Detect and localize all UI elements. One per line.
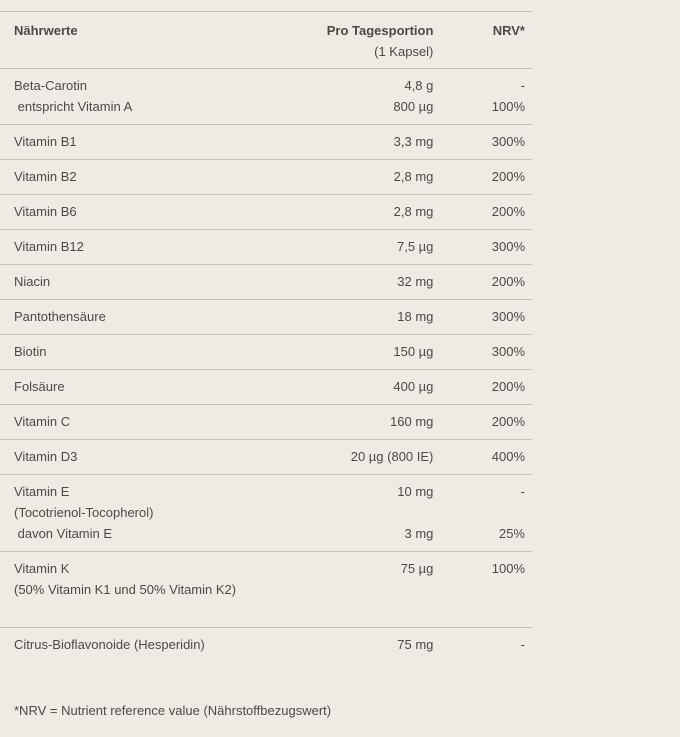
nutrient-name: Vitamin K <box>14 561 70 576</box>
table-row <box>0 69 532 125</box>
amount-per-portion-cell <box>311 160 434 195</box>
nrv-percent: 200% <box>491 379 525 394</box>
nutrient-name-cell <box>0 552 311 628</box>
nutrient-name-cell <box>0 300 311 335</box>
amount-per-portion-cell <box>311 475 434 552</box>
amount-per-portion: 2,8 mg <box>393 169 434 184</box>
nrv-percent-cell <box>433 335 532 370</box>
nrv-percent-cell <box>433 69 532 125</box>
table-row <box>0 440 532 475</box>
amount-per-portion: 4,8 g <box>404 78 434 93</box>
nrv-percent: 100% <box>491 99 525 114</box>
amount-per-portion-cell <box>311 195 434 230</box>
table-row <box>0 265 532 300</box>
nrv-percent-cell <box>433 125 532 160</box>
nrv-percent: 300% <box>491 344 525 359</box>
amount-per-portion-cell <box>311 335 434 370</box>
nutrient-name: Vitamin B1 <box>14 134 77 149</box>
nrv-percent: 200% <box>491 169 525 184</box>
nrv-percent: 300% <box>491 309 525 324</box>
amount-per-portion-cell <box>311 265 434 300</box>
nrv-percent: 200% <box>491 414 525 429</box>
header-nutrients: Nährwerte <box>14 23 78 38</box>
nutrient-name: Vitamin B2 <box>14 169 77 184</box>
table-header <box>0 12 532 69</box>
table-row <box>0 475 532 552</box>
nutrient-name: davon Vitamin E <box>14 526 113 541</box>
amount-per-portion: 75 µg <box>400 561 434 576</box>
amount-per-portion: 18 mg <box>397 309 434 324</box>
nutrient-name-cell <box>0 370 311 405</box>
nutrient-name: (50% Vitamin K1 und 50% Vitamin K2) <box>14 582 237 597</box>
amount-per-portion: 10 mg <box>397 484 434 499</box>
amount-per-portion: 3 mg <box>404 526 434 541</box>
nrv-percent: 300% <box>491 239 525 254</box>
nrv-percent <box>433 502 525 523</box>
nutrient-name-cell <box>0 265 311 300</box>
table-row <box>0 300 532 335</box>
amount-per-portion: 3,3 mg <box>393 134 434 149</box>
nrv-percent-cell <box>433 195 532 230</box>
nutrient-name: Vitamin D3 <box>14 449 78 464</box>
nrv-percent: 200% <box>491 204 525 219</box>
table-row <box>0 160 532 195</box>
nutrient-name: Folsäure <box>14 379 65 394</box>
nutrient-name: Vitamin C <box>14 414 71 429</box>
header-nrv: NRV* <box>492 23 525 38</box>
amount-per-portion: 800 µg <box>393 99 434 114</box>
nrv-percent-cell <box>433 475 532 552</box>
nutrient-name: entspricht Vitamin A <box>14 99 133 114</box>
nrv-percent-cell <box>433 160 532 195</box>
nrv-percent: 400% <box>491 449 525 464</box>
nrv-percent-cell <box>433 230 532 265</box>
header-per-daily-portion <box>311 12 434 69</box>
nutrient-name: Vitamin B6 <box>14 204 77 219</box>
nrv-percent-cell <box>433 552 532 628</box>
amount-per-portion-cell <box>311 230 434 265</box>
amount-per-portion <box>311 579 434 600</box>
amount-per-portion <box>311 502 434 523</box>
nrv-percent-cell <box>433 405 532 440</box>
table-row <box>0 125 532 160</box>
amount-per-portion-cell <box>311 69 434 125</box>
nutrition-table <box>0 11 532 662</box>
nutrient-name-cell <box>0 475 311 552</box>
nutrient-name-cell <box>0 335 311 370</box>
amount-per-portion-cell <box>311 628 434 663</box>
nutrient-name: Citrus-Bioflavonoide (Hesperidin) <box>14 637 205 652</box>
nrv-percent-cell <box>433 440 532 475</box>
nrv-percent-cell <box>433 628 532 663</box>
header-capsule-note: (1 Kapsel) <box>374 44 434 59</box>
nrv-percent: - <box>520 637 525 652</box>
amount-per-portion-cell <box>311 370 434 405</box>
table-body <box>0 69 532 663</box>
nrv-percent: 200% <box>491 274 525 289</box>
amount-per-portion-cell <box>311 552 434 628</box>
header-per-daily-portion-label: Pro Tagesportion <box>326 23 434 38</box>
table-row <box>0 628 532 663</box>
amount-per-portion: 150 µg <box>393 344 434 359</box>
nrv-percent: 300% <box>491 134 525 149</box>
nutrient-name-cell <box>0 69 311 125</box>
nrv-percent: 25% <box>498 526 525 541</box>
nutrient-name-cell <box>0 125 311 160</box>
nrv-percent: - <box>520 484 525 499</box>
nutrient-name: (Tocotrienol-Tocopherol) <box>14 505 154 520</box>
table-row <box>0 552 532 628</box>
nutrient-name-cell <box>0 195 311 230</box>
nutrient-name-cell <box>0 230 311 265</box>
nutrient-name-cell <box>0 440 311 475</box>
amount-per-portion: 2,8 mg <box>393 204 434 219</box>
footnote: *NRV = Nutrient reference value (Nährstoffbezugswert) <box>14 703 332 718</box>
nutrient-name-cell <box>0 405 311 440</box>
amount-per-portion-cell <box>311 405 434 440</box>
amount-per-portion: 400 µg <box>393 379 434 394</box>
table-row <box>0 195 532 230</box>
nrv-percent-cell <box>433 370 532 405</box>
table-row <box>0 335 532 370</box>
nutrient-name: Pantothensäure <box>14 309 106 324</box>
amount-per-portion: 7,5 µg <box>396 239 434 254</box>
amount-per-portion-cell <box>311 300 434 335</box>
nrv-percent: - <box>520 78 525 93</box>
nutrient-name: Beta-Carotin <box>14 78 87 93</box>
amount-per-portion: 32 mg <box>397 274 434 289</box>
nrv-percent-cell <box>433 300 532 335</box>
nutrient-name: Niacin <box>14 274 51 289</box>
amount-per-portion-cell <box>311 440 434 475</box>
nutrient-name: Vitamin E <box>14 484 70 499</box>
table-row <box>0 405 532 440</box>
amount-per-portion: 75 mg <box>397 637 434 652</box>
amount-per-portion: 20 µg (800 IE) <box>350 449 434 464</box>
nrv-percent <box>433 579 525 600</box>
nutrient-name-cell <box>0 160 311 195</box>
table-row <box>0 230 532 265</box>
nrv-percent-cell <box>433 265 532 300</box>
amount-per-portion-cell <box>311 125 434 160</box>
amount-per-portion: 160 mg <box>390 414 434 429</box>
table-row <box>0 370 532 405</box>
nutrient-name: Vitamin B12 <box>14 239 84 254</box>
nrv-percent: 100% <box>491 561 525 576</box>
nutrient-name-cell <box>0 628 311 663</box>
nutrient-name: Biotin <box>14 344 47 359</box>
